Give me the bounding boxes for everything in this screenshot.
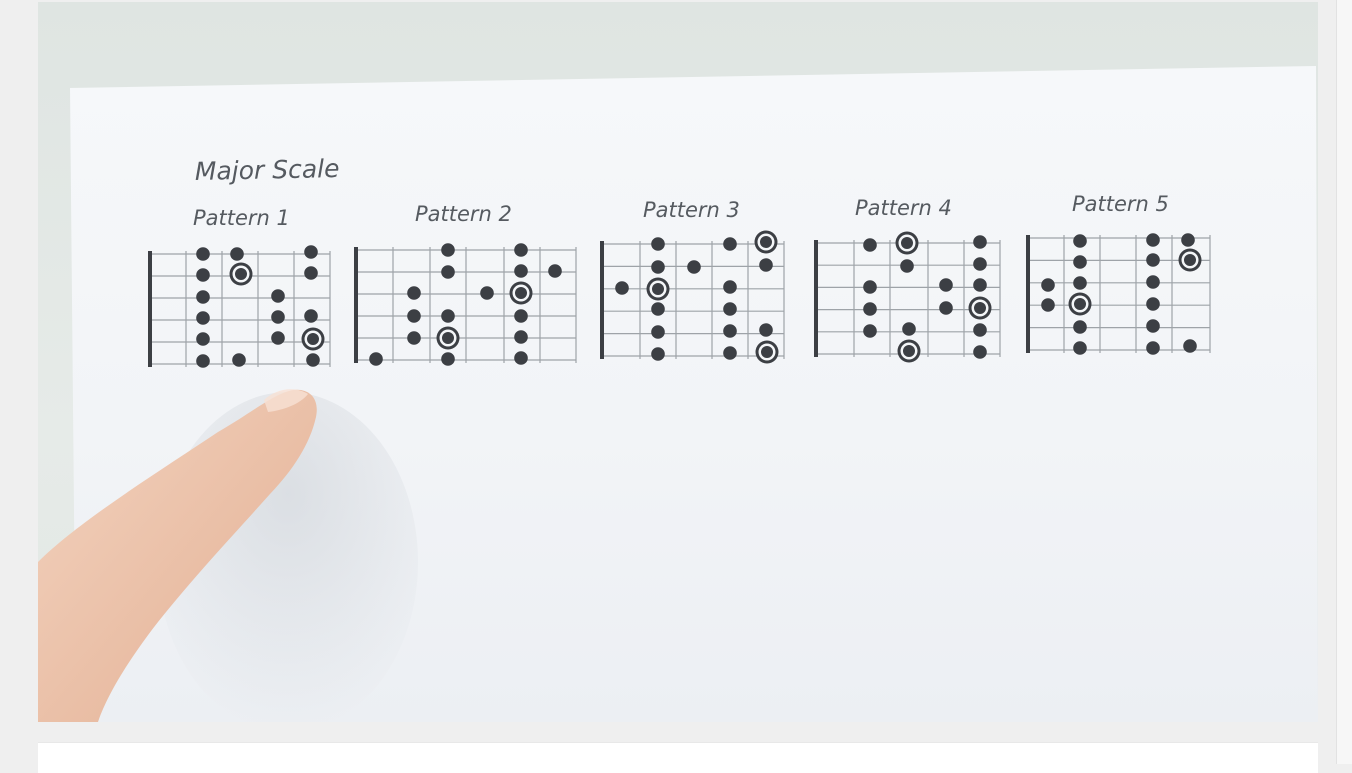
scale-note-dot [407, 286, 421, 300]
scale-note-dot [759, 258, 773, 272]
scale-note-dot [863, 238, 877, 252]
scale-note-dot [1041, 278, 1055, 292]
scale-note-dot [1183, 339, 1197, 353]
scale-note-dot [863, 280, 877, 294]
root-note-center [761, 346, 773, 358]
root-note-center [903, 345, 915, 357]
scale-note-dot [863, 302, 877, 316]
root-note-center [1074, 298, 1086, 310]
scale-note-dot [973, 257, 987, 271]
scale-note-dot [723, 237, 737, 251]
scale-note-dot [1073, 255, 1087, 269]
scale-note-dot [900, 259, 914, 273]
scale-note-dot [480, 286, 494, 300]
scale-note-dot [407, 331, 421, 345]
root-note-center [652, 283, 664, 295]
scale-note-dot [304, 266, 318, 280]
scale-note-dot [1073, 341, 1087, 355]
scale-note-dot [651, 325, 665, 339]
scale-note-dot [514, 243, 528, 257]
scale-note-dot [723, 280, 737, 294]
scale-note-dot [369, 352, 383, 366]
scale-note-dot [723, 324, 737, 338]
scale-note-dot [687, 260, 701, 274]
scale-note-dot [939, 301, 953, 315]
root-note-center [235, 268, 247, 280]
scale-note-dot [304, 309, 318, 323]
scale-note-dot [196, 247, 210, 261]
scale-note-dot [514, 330, 528, 344]
scale-note-dot [651, 260, 665, 274]
scale-note-dot [1146, 341, 1160, 355]
root-note-center [442, 332, 454, 344]
scale-note-dot [196, 354, 210, 368]
scale-note-dot [1146, 297, 1160, 311]
sheet-title: Major Scale [194, 153, 340, 186]
scale-note-dot [973, 345, 987, 359]
pattern-label-2: Pattern 2 [415, 202, 512, 226]
video-player[interactable] [38, 2, 1318, 722]
scale-note-dot [902, 322, 916, 336]
scale-note-dot [196, 290, 210, 304]
scale-note-dot [441, 265, 455, 279]
scale-note-dot [615, 281, 629, 295]
scale-note-dot [232, 353, 246, 367]
scale-note-dot [651, 237, 665, 251]
scale-note-dot [441, 309, 455, 323]
scale-note-dot [514, 264, 528, 278]
scale-note-dot [271, 331, 285, 345]
scale-note-dot [271, 289, 285, 303]
scale-note-dot [441, 352, 455, 366]
scale-note-dot [973, 323, 987, 337]
scale-note-dot [271, 310, 285, 324]
scale-note-dot [441, 243, 455, 257]
scale-note-dot [548, 264, 562, 278]
scale-note-dot [1146, 319, 1160, 333]
scale-note-dot [651, 302, 665, 316]
scale-note-dot [1146, 233, 1160, 247]
scale-note-dot [514, 351, 528, 365]
root-note-center [1184, 254, 1196, 266]
scale-note-dot [514, 309, 528, 323]
scale-note-dot [230, 247, 244, 261]
content-card [38, 742, 1318, 773]
scale-note-dot [723, 346, 737, 360]
scale-note-dot [863, 324, 877, 338]
root-note-center [760, 236, 772, 248]
scale-note-dot [1041, 298, 1055, 312]
root-note-center [307, 333, 319, 345]
scale-note-dot [306, 353, 320, 367]
scale-note-dot [1073, 320, 1087, 334]
scale-note-dot [651, 347, 665, 361]
root-note-center [974, 302, 986, 314]
root-note-center [901, 237, 913, 249]
scale-note-dot [1146, 275, 1160, 289]
scale-note-dot [196, 332, 210, 346]
scale-note-dot [723, 302, 737, 316]
scale-note-dot [973, 278, 987, 292]
pattern-label-5: Pattern 5 [1072, 192, 1169, 216]
root-note-center [515, 287, 527, 299]
scale-note-dot [1073, 276, 1087, 290]
scale-note-dot [196, 268, 210, 282]
scale-note-dot [973, 235, 987, 249]
scale-note-dot [1146, 253, 1160, 267]
scale-note-dot [939, 278, 953, 292]
scale-note-dot [196, 311, 210, 325]
pattern-label-1: Pattern 1 [193, 206, 290, 230]
scale-note-dot [407, 309, 421, 323]
page-scrollbar-track[interactable] [1336, 0, 1352, 764]
scale-note-dot [759, 323, 773, 337]
scale-note-dot [1073, 234, 1087, 248]
scale-note-dot [1181, 233, 1195, 247]
scale-note-dot [304, 245, 318, 259]
video-frame-image [38, 2, 1318, 722]
pattern-label-3: Pattern 3 [643, 198, 740, 222]
pattern-label-4: Pattern 4 [855, 196, 952, 220]
